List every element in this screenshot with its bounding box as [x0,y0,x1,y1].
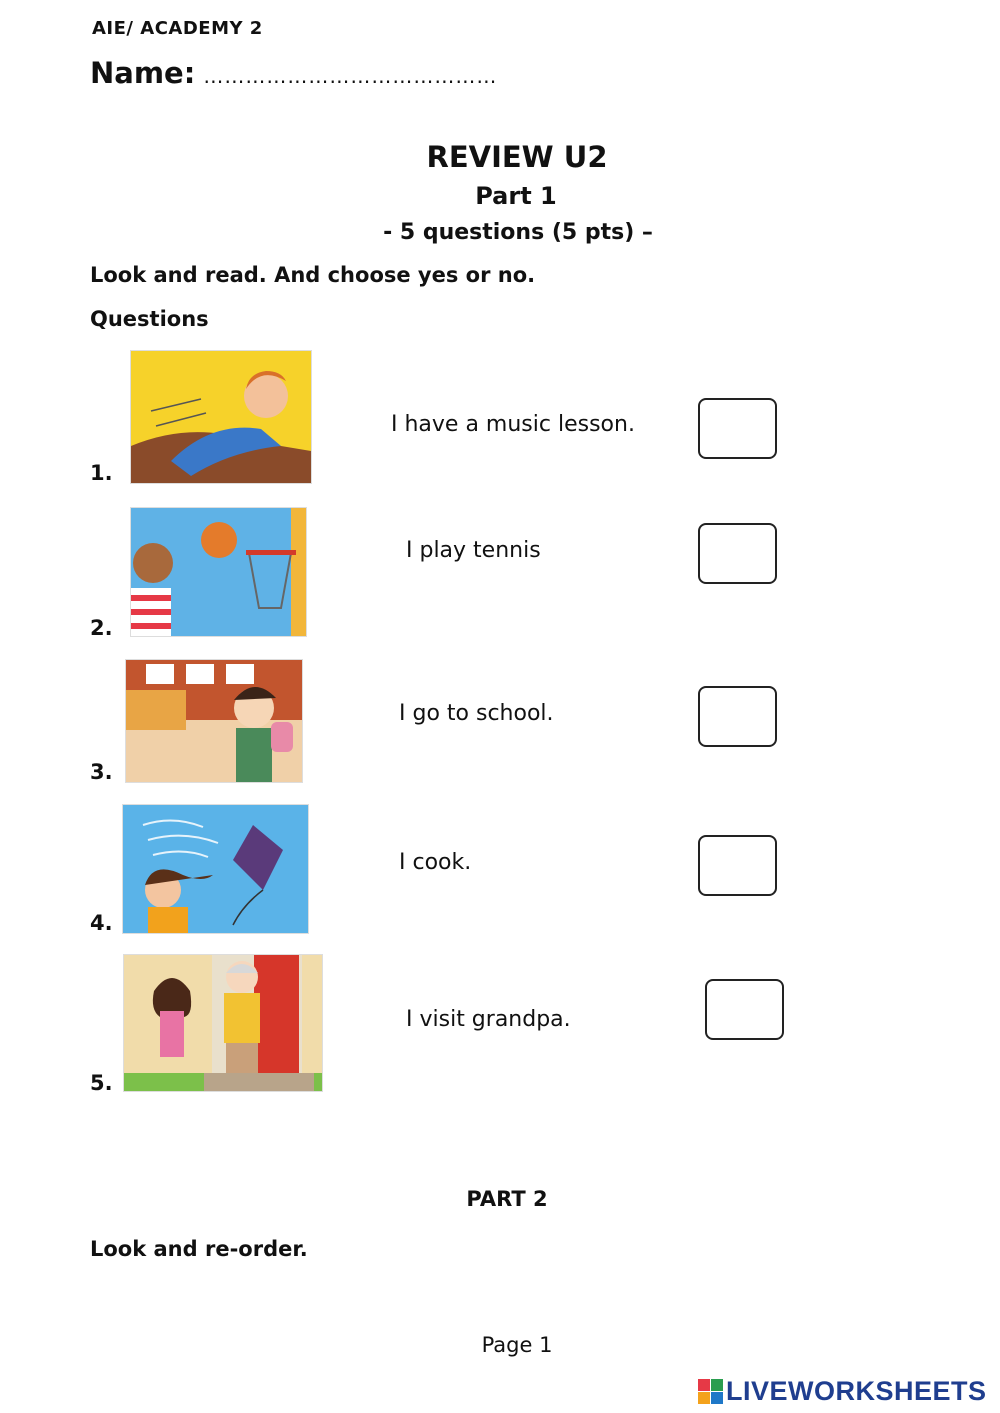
answer-box-1[interactable] [698,398,777,459]
liveworksheets-logo-icon [698,1379,723,1404]
question-number-5: 5. [90,1071,113,1095]
question-picture-1 [130,350,312,484]
part2-instruction: Look and re-order. [90,1237,308,1261]
answer-box-2[interactable] [698,523,777,584]
questions-label: Questions [90,307,209,331]
page-number: Page 1 [481,1333,553,1357]
liveworksheets-brand: LIVEWORKSHEETS [726,1376,987,1406]
question-number-1: 1. [90,461,113,485]
answer-box-3[interactable] [698,686,777,747]
question-sentence-4: I cook. [399,850,472,875]
question-sentence-5: I visit grandpa. [406,1007,571,1032]
question-number-4: 4. [90,911,113,935]
question-sentence-2: I play tennis [406,538,541,563]
liveworksheets-logo[interactable] [698,1376,987,1407]
question-picture-3 [125,659,303,783]
part1-heading: Part 1 [475,182,557,210]
name-dots: …………………………………… [203,64,498,88]
answer-box-4[interactable] [698,835,777,896]
name-field [90,56,497,90]
question-picture-2 [130,507,307,637]
question-count: - 5 questions (5 pts) – [383,220,653,245]
part1-instruction: Look and read. And choose yes or no. [90,263,536,287]
page-title: REVIEW U2 [426,140,608,174]
question-picture-4 [122,804,309,934]
question-picture-5 [123,954,323,1092]
school-label: AIE/ ACADEMY 2 [92,18,263,39]
question-number-3: 3. [90,760,113,784]
answer-box-5[interactable] [705,979,784,1040]
name-label: Name: [90,56,196,90]
question-sentence-3: I go to school. [399,701,554,726]
question-sentence-1: I have a music lesson. [391,412,635,437]
question-number-2: 2. [90,616,113,640]
part2-heading: PART 2 [466,1187,548,1211]
